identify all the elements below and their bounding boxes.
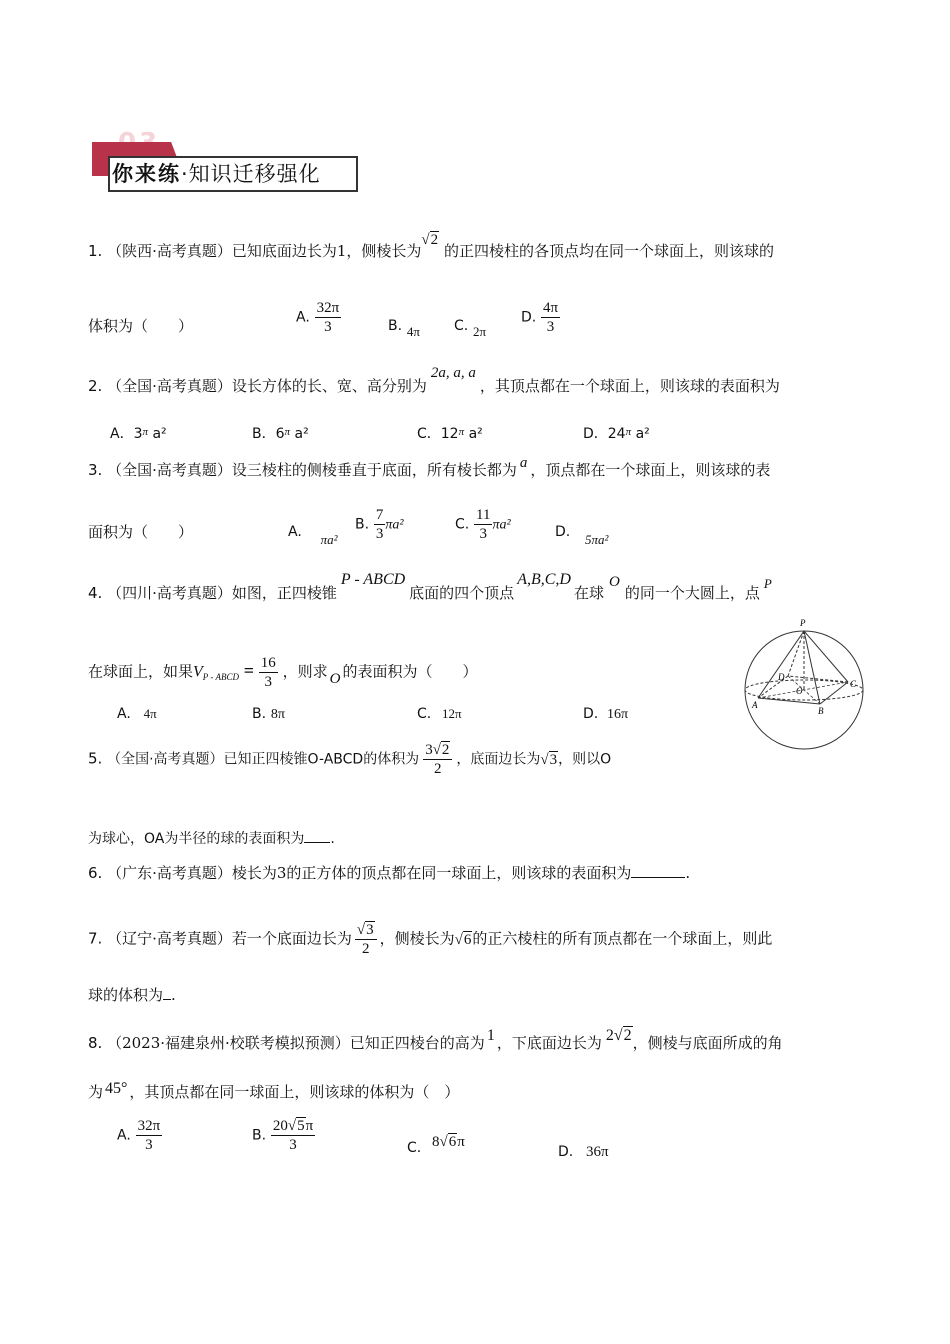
section-title — [112, 158, 321, 188]
fraction — [374, 507, 386, 542]
math-variable: V — [193, 663, 203, 681]
q8-option-a — [117, 1118, 162, 1153]
q3-option-d — [555, 522, 609, 547]
option-label: C. — [407, 1140, 422, 1156]
question-number: 1. — [88, 242, 103, 260]
sqrt-expression: √2 — [421, 232, 439, 248]
question-text: （四川·高考真题）如图，正四棱锥 — [107, 584, 337, 602]
edge-ab — [758, 698, 820, 704]
section-title-rest: ·知识迁移强化 — [181, 162, 321, 186]
denominator: 3 — [375, 526, 384, 542]
math-variable: O — [608, 574, 620, 590]
question-2-line-1 — [88, 365, 780, 396]
question-text: 为球心，OA为半径的球的表面积为 — [88, 831, 305, 847]
radicand: 6 — [448, 1134, 457, 1150]
math-expression: 2a, a, a — [430, 365, 476, 381]
fraction — [355, 922, 377, 957]
q3-option-a — [288, 522, 338, 547]
edge-pb — [804, 631, 820, 704]
fraction — [259, 655, 278, 690]
q1-option-b — [388, 316, 420, 339]
question-number: 7. — [88, 929, 103, 948]
q2-option-c — [417, 423, 483, 443]
question-number: 6. — [88, 864, 103, 882]
denominator: 2 — [434, 761, 442, 777]
question-text: 球的体积为 — [88, 986, 164, 1004]
option-label: A．3 — [110, 426, 143, 442]
option-label: D. — [521, 309, 537, 326]
question-3-line-2 — [88, 521, 193, 542]
q3-option-c — [455, 507, 511, 542]
period: . — [330, 831, 335, 847]
question-text: ，其顶点都在一个球面上，则该球的表面积为 — [479, 377, 780, 395]
radicand: 2 — [623, 1027, 632, 1044]
radicand: 6 — [463, 931, 472, 948]
option-value: πa² — [385, 517, 404, 533]
denominator: 3 — [145, 1137, 153, 1153]
option-label: A. — [117, 1127, 131, 1144]
question-1-line-1 — [88, 232, 774, 261]
math-variable: a — [519, 455, 528, 471]
question-number: 8. — [88, 1034, 103, 1052]
fraction — [136, 1118, 163, 1153]
question-text: ，顶点都在一个球面上，则该球的表 — [530, 461, 771, 479]
question-8-line-2 — [88, 1081, 459, 1102]
option-value: 36π — [586, 1144, 609, 1160]
equals-sign: = — [243, 660, 255, 681]
question-text: ，下底面边长为 — [496, 1034, 602, 1052]
q8-option-b — [252, 1118, 315, 1153]
radicand: 3 — [366, 922, 374, 938]
option-value: a² — [635, 426, 650, 442]
numerator: 16 — [260, 655, 276, 671]
label-d: D — [778, 672, 785, 682]
numerator: 32π — [137, 1118, 161, 1134]
fraction — [474, 507, 492, 542]
radicand: 2 — [430, 232, 439, 248]
coefficient: 8 — [432, 1134, 440, 1150]
question-text: 面积为（ ） — [88, 523, 194, 541]
option-value: 4π — [143, 706, 157, 721]
math-variable: P — [763, 576, 772, 591]
question-text: ，底面边长为 — [456, 751, 541, 768]
sqrt-expression: √3 — [356, 922, 374, 938]
coefficient: 3 — [425, 742, 433, 758]
label-p: P — [800, 618, 806, 628]
option-label: D. — [558, 1144, 574, 1160]
q4-option-b — [252, 704, 285, 723]
option-label: A. — [117, 706, 131, 722]
answer-blank[interactable] — [163, 999, 171, 1000]
question-8-line-1 — [88, 1027, 783, 1053]
diagonal-ac — [758, 682, 848, 698]
denominator: 3 — [479, 526, 487, 542]
sqrt-expression: √3 — [540, 751, 558, 768]
label-c: C — [850, 679, 857, 689]
question-5-line-1 — [88, 742, 611, 777]
coefficient: 20 — [272, 1118, 288, 1134]
question-4-line-1 — [88, 571, 772, 603]
sqrt-expression: √6 — [439, 1134, 457, 1150]
q2-option-a — [110, 423, 167, 443]
option-label: B. — [252, 706, 267, 722]
question-text: ，侧棱与底面所成的角 — [632, 1034, 783, 1052]
denominator: 2 — [361, 941, 370, 957]
pi-symbol: π — [142, 426, 148, 438]
answer-blank[interactable] — [631, 877, 685, 878]
sqrt-expression: √5 — [287, 1118, 305, 1134]
pi-symbol: π — [284, 426, 291, 438]
option-value: πa² — [320, 532, 338, 547]
option-label: C. — [454, 318, 469, 334]
fraction — [423, 742, 452, 777]
math-angle: 45° — [105, 1080, 128, 1097]
edge-pd — [788, 631, 804, 676]
question-text: ，则以O — [558, 751, 612, 768]
pi-symbol: π — [305, 1118, 314, 1134]
option-value: 8π — [270, 707, 285, 722]
label-b: B — [818, 706, 824, 716]
question-number: 5. — [88, 749, 103, 768]
option-label: B. — [355, 516, 370, 533]
option-value: 16π — [607, 707, 629, 722]
question-text: （广东·高考真题）棱长为3的正方体的顶点都在同一球面上，则该球的表面积为 — [107, 864, 632, 882]
question-5-line-2 — [88, 828, 335, 848]
label-a: A — [752, 700, 758, 710]
question-text: 的同一个大圆上，点 — [624, 584, 760, 602]
question-7-line-2 — [88, 984, 176, 1005]
math-expression: A,B,C,D — [517, 571, 571, 588]
q1-option-d — [521, 300, 560, 335]
option-value: 12π — [442, 706, 462, 721]
math-number: 1 — [486, 1027, 495, 1044]
numerator: 32π — [316, 300, 340, 316]
question-6 — [88, 862, 690, 883]
numerator: 4π — [543, 300, 559, 316]
fraction — [271, 1118, 315, 1153]
option-value: 5πa² — [585, 532, 609, 547]
option-label: B. — [388, 318, 403, 334]
answer-blank[interactable] — [304, 842, 330, 843]
option-label: C. — [417, 706, 432, 722]
question-text: 的正四棱柱的各顶点均在同一个球面上，则该球的 — [443, 242, 774, 260]
question-number: 4. — [88, 584, 103, 602]
question-text: 体积为（ ） — [88, 317, 194, 335]
option-value: a² — [294, 426, 309, 442]
question-text: （全国·高考真题）设三棱柱的侧棱垂直于底面，所有棱长都为 — [107, 461, 517, 479]
pi-symbol: π — [625, 426, 632, 438]
sqrt-expression: √2 — [613, 1027, 632, 1044]
option-value: a² — [468, 426, 483, 442]
label-o: O — [796, 686, 803, 696]
q8-option-c — [407, 1134, 465, 1157]
q4-option-c — [417, 704, 462, 722]
question-text: 在球面上，如果 — [88, 662, 194, 681]
section-banner — [90, 128, 362, 198]
denominator: 3 — [324, 319, 332, 335]
q2-option-d — [583, 423, 650, 443]
q1-option-a — [296, 300, 341, 335]
option-label: D．24 — [583, 426, 626, 442]
option-label: A. — [296, 309, 310, 326]
option-label: D. — [583, 706, 599, 722]
question-3-line-1 — [88, 455, 771, 480]
q2-option-b — [252, 423, 309, 443]
numerator: 7 — [375, 507, 384, 523]
question-number: 3. — [88, 461, 103, 479]
option-value: 4π — [406, 324, 420, 339]
sqrt-expression: √2 — [432, 742, 450, 758]
sqrt-expression: √6 — [454, 931, 472, 948]
radicand: 2 — [441, 742, 450, 758]
math-expression: P - ABCD — [340, 571, 406, 588]
denominator: 3 — [264, 674, 273, 690]
math-subscript: P - ABCD — [202, 671, 239, 682]
question-1-line-2 — [88, 315, 193, 336]
option-value: πa² — [492, 517, 511, 533]
question-text: （全国·高考真题）设长方体的长、宽、高分别为 — [107, 377, 427, 395]
radicand: 3 — [549, 751, 558, 768]
period: . — [171, 986, 176, 1004]
denominator: 3 — [289, 1137, 297, 1153]
option-label: D. — [555, 524, 571, 540]
q1-option-c — [454, 316, 487, 339]
coefficient: 2 — [605, 1027, 614, 1044]
question-number: 2. — [88, 377, 103, 395]
question-text: ，侧棱长为 — [379, 929, 455, 948]
fraction — [315, 300, 342, 335]
edge-pc — [804, 631, 848, 682]
option-value: 2π — [473, 324, 487, 339]
option-label: C. — [455, 516, 470, 533]
question-text: 的表面积为（ ） — [342, 662, 478, 681]
radicand: 5 — [297, 1118, 305, 1134]
option-label: C．12 — [417, 426, 459, 442]
q4-option-a — [117, 704, 157, 722]
question-text: （全国·高考真题）已知正四棱锥O-ABCD的体积为 — [107, 751, 420, 768]
pi-symbol: π — [458, 426, 465, 438]
question-text: 为 — [88, 1083, 104, 1101]
option-label: B．6 — [252, 426, 285, 442]
option-label: A. — [288, 524, 302, 540]
numerator: 11 — [476, 507, 491, 523]
q4-option-d — [583, 704, 628, 723]
question-text: （辽宁·高考真题）若一个底面边长为 — [107, 929, 352, 948]
sphere-pyramid-figure — [738, 612, 870, 758]
option-value: a² — [152, 426, 167, 442]
question-text: 底面的四个顶点 — [409, 584, 515, 602]
pi-symbol: π — [457, 1134, 465, 1150]
question-text: （陕西·高考真题）已知底面边长为1，侧棱长为 — [107, 242, 422, 260]
denominator: 3 — [546, 319, 555, 335]
option-label: B. — [252, 1127, 267, 1144]
question-text: ，则求 — [282, 662, 328, 681]
fraction — [541, 300, 560, 335]
question-text: ，其顶点都在同一球面上，则该球的体积为（ ） — [129, 1083, 460, 1101]
edge-cd — [788, 676, 848, 682]
question-7-line-1 — [88, 922, 772, 957]
q8-option-d — [558, 1142, 609, 1161]
question-text: （2023·福建泉州·校联考模拟预测）已知正四棱台的高为 — [107, 1034, 485, 1052]
period: . — [685, 864, 691, 882]
question-text: 在球 — [573, 584, 604, 602]
q3-option-b — [355, 507, 404, 542]
question-text: 的正六棱柱的所有顶点都在一个球面上，则此 — [472, 929, 773, 948]
question-4-line-2 — [88, 655, 477, 690]
math-variable: O — [329, 670, 341, 687]
edge-bc — [820, 682, 848, 704]
section-title-bold: 你来练 — [112, 162, 181, 186]
